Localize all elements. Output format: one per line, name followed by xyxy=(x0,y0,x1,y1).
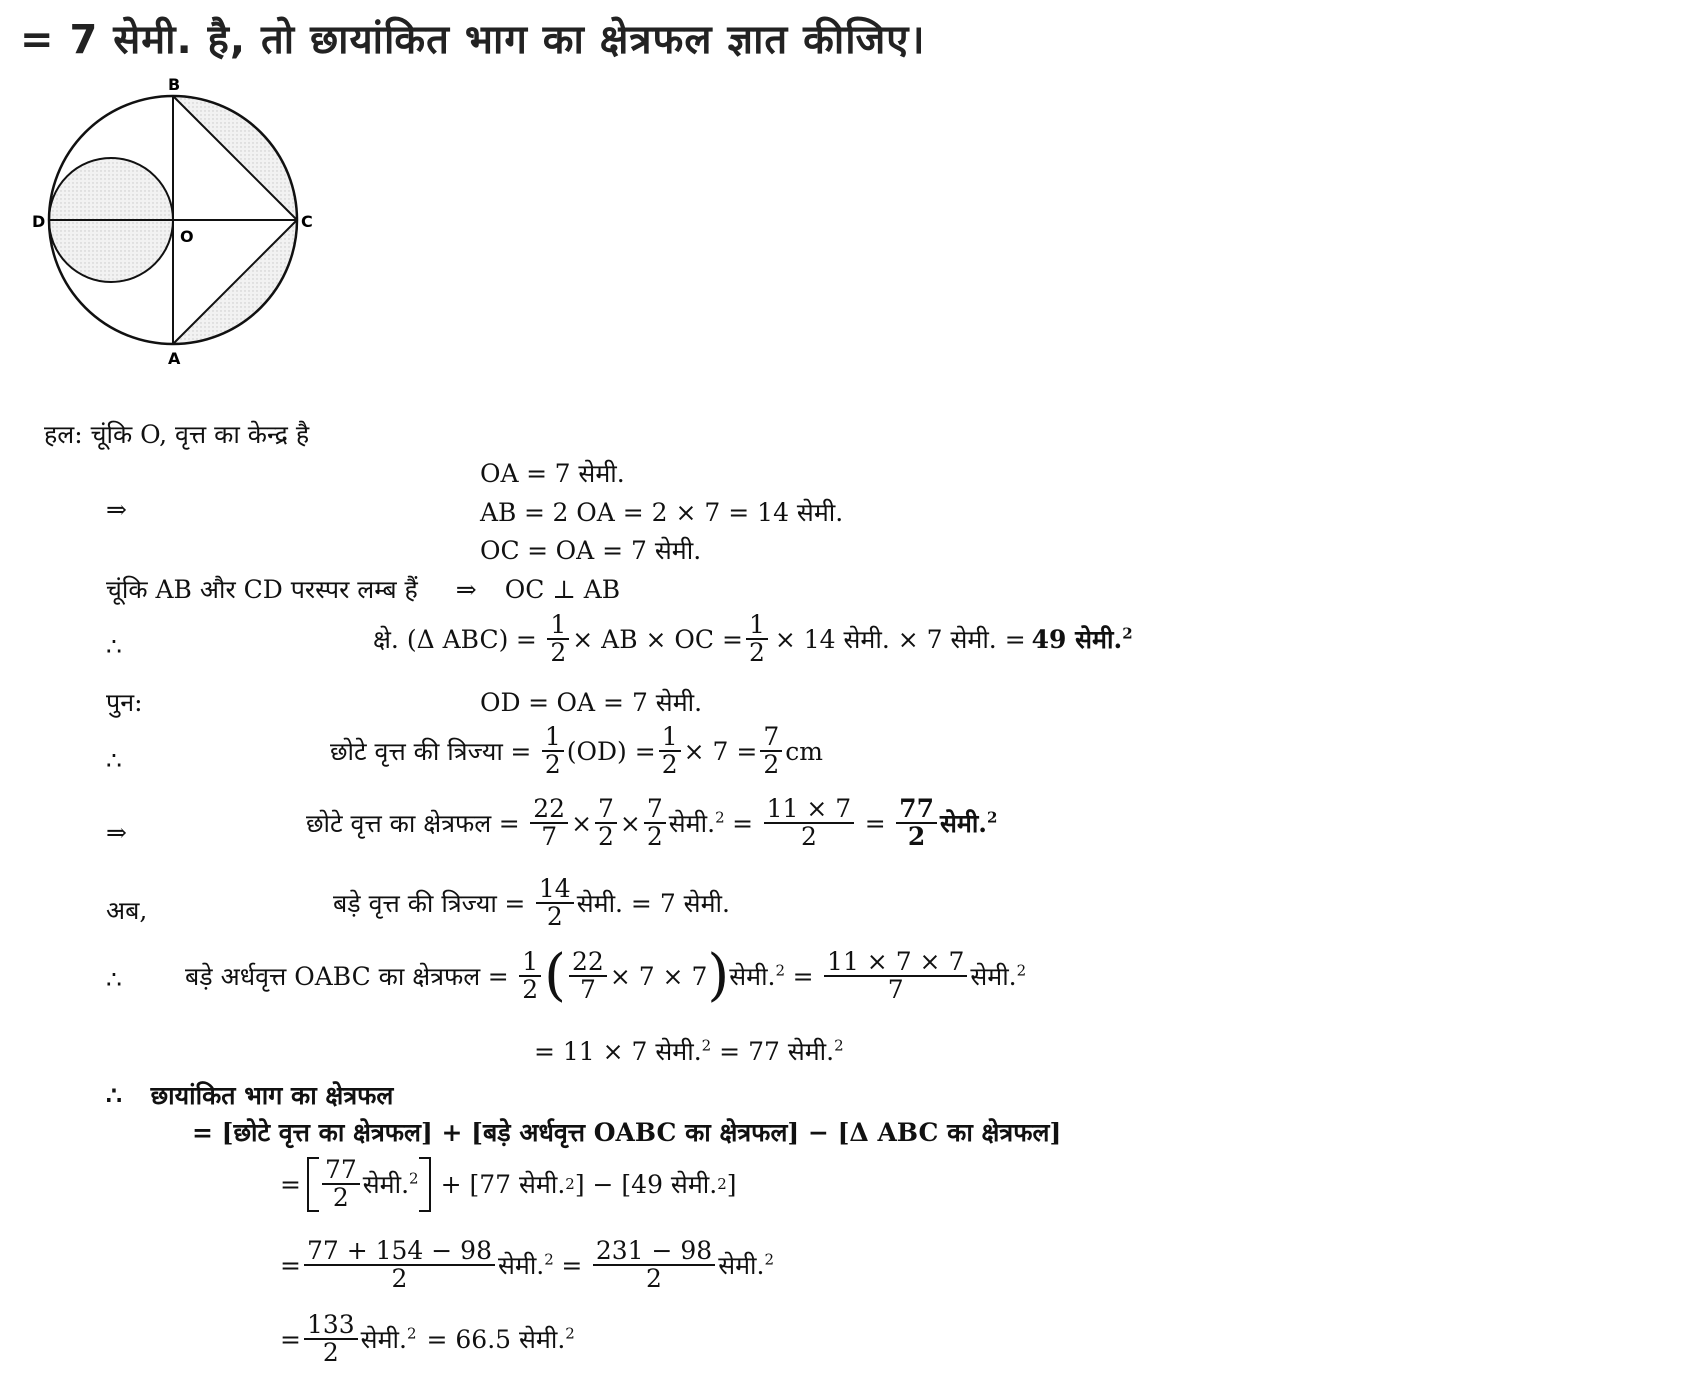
step-oa: OA = 7 सेमी. xyxy=(480,459,625,488)
substitution: = $\frac{77}{2}$ सेमी.$^2$ + [77 सेमी. 2 ] − [49 सेमी. 2 ] xyxy=(280,1155,737,1213)
step-ab: AB = 2 OA = 2 × 7 = 14 सेमी. xyxy=(480,498,844,527)
label-a: A xyxy=(168,349,181,368)
therefore-2: ∴ xyxy=(106,746,122,775)
combined: = $\frac{77 + 154 - 98}{2}$ सेमी.$^2$ = $\frac{231 - 98}{2}$ सेमी.$^2$ xyxy=(280,1236,775,1294)
again-label: पुन: xyxy=(106,688,143,717)
step-od: OD = OA = 7 सेमी. xyxy=(480,688,703,717)
small-area: छोटे वृत्त का क्षेत्रफल = $\frac{22}{7}$ × $\frac{7}{2}$ × $\frac{7}{2}$ सेमी.$^2$ = $\frac{11 \times 7}{2}$ = $\frac{77}{2}$ सेमी.$^2$ xyxy=(306,794,998,852)
therefore-3: ∴ xyxy=(106,965,122,994)
semicircle-area: बड़े अर्धवृत्त OABC का क्षेत्रफल = $\frac{1}{2}$ ( $\frac{22}{7}$ × 7 × 7 ) सेमी.$^2$ = $\frac{11 \times 7 \times 7}{7}$ सेमी.$^2$ xyxy=(185,943,1027,1008)
step-oc: OC = OA = 7 सेमी. xyxy=(480,536,702,565)
label-c: C xyxy=(301,212,313,231)
shaded-heading-row: ∴ छायांकित भाग का क्षेत्रफल xyxy=(106,1081,394,1110)
perpendicular-statement: चूंकि AB और CD परस्पर लम्ब हैं ⇒ OC ⊥ AB xyxy=(106,575,621,604)
final-answer: = $\frac{133}{2}$ सेमी.$^2$ = 66.5 सेमी.$^2$ xyxy=(280,1310,575,1368)
geometry-figure xyxy=(28,78,348,404)
therefore-1: ∴ xyxy=(106,632,122,661)
implies-2: ⇒ xyxy=(106,818,127,847)
label-o: O xyxy=(180,227,194,246)
semicircle-result: = 11 × 7 सेमी.$^2$ = 77 सेमी.$^2$ xyxy=(534,1036,844,1066)
label-d: D xyxy=(32,212,46,231)
label-b: B xyxy=(168,78,181,94)
triangle-area: क्षे. (Δ ABC) = $\frac{1}{2}$ × AB × OC = $\frac{1}{2}$ × 14 सेमी. × 7 सेमी. = 49 सेमी.$^2$ xyxy=(373,610,1133,668)
now-label: अब, xyxy=(106,896,148,925)
question-text: = 7 सेमी. है, तो छायांकित भाग का क्षेत्रफल ज्ञात कीजिए। xyxy=(20,17,926,63)
small-radius: छोटे वृत्त की त्रिज्या = $\frac{1}{2}$ (OD) = $\frac{1}{2}$ × 7 = $\frac{7}{2}$ cm xyxy=(330,722,823,780)
implies-arrow: ⇒ xyxy=(106,495,127,524)
shaded-formula: = [छोटे वृत्त का क्षेत्रफल] + [बड़े अर्धवृत्त OABC का क्षेत्रफल] − [Δ ABC का क्षेत्रफल] xyxy=(192,1118,1062,1147)
solution-intro: हल: चूंकि O, वृत्त का केन्द्र है xyxy=(44,420,310,449)
big-radius: बड़े वृत्त की त्रिज्या = $\frac{14}{2}$ सेमी. = 7 सेमी. xyxy=(333,874,730,932)
